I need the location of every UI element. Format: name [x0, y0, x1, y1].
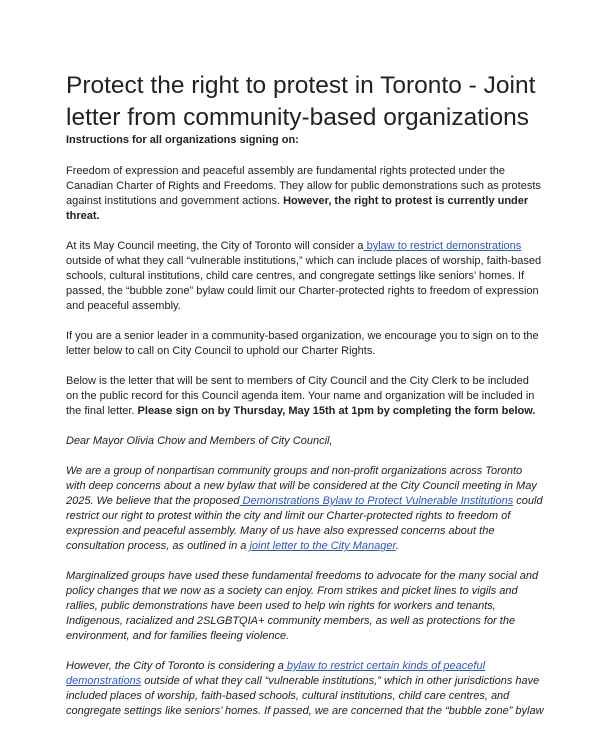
- demonstrations-bylaw-link[interactable]: Demonstrations Bylaw to Protect Vulnerable Institutions: [239, 495, 514, 507]
- intro-paragraph: [66, 164, 544, 224]
- below-paragraph: [66, 374, 544, 419]
- letter-paragraph-2: Marginalized groups have used these fundamental freedoms to advocate for the many social and policy changes that we now as a society can enjoy. From strikes and picket lines to vigils and rallies, public demonstrations have been used to help win rights for workers and tenants, Indigenous, racialized and 2SLGBTQIA+ community members, as well as protections for the environment, and for families fleeing violence.: [66, 570, 539, 642]
- instructions-heading: Instructions for all organizations signing on:: [66, 134, 299, 146]
- letter-p1-middle: could restrict our right to protest within the city and limit our Charter-protected rights to freedom of expression and peaceful assembly. Many of us have also expressed concerns about the consultation process, as outlined in a: [66, 495, 543, 552]
- bylaw-restrict-peaceful-demonstrations-link[interactable]: bylaw to restrict certain kinds of peaceful demonstrations: [66, 660, 486, 687]
- bylaw-restrict-demonstrations-link[interactable]: bylaw to restrict demonstrations: [363, 240, 522, 252]
- joint-letter-city-manager-link[interactable]: joint letter to the City Manager: [246, 540, 396, 552]
- letter-salutation: Dear Mayor Olivia Chow and Members of City Council,: [66, 435, 333, 447]
- council-paragraph: [66, 239, 544, 314]
- letter-p1-before: We are a group of nonpartisan community groups and non-profit organizations across Toronto with deep concerns about a new bylaw that will be considered at the City Council meeting in May 2025. We believe that the proposed: [66, 465, 537, 507]
- council-text-before: At its May Council meeting, the City of Toronto will consider a: [66, 240, 364, 252]
- intro-text: Freedom of expression and peaceful assembly are fundamental rights protected under the Canadian Charter of Rights and Freedoms. They allow for public demonstrations such as protests against institutions and government actions.: [66, 165, 541, 207]
- encourage-paragraph: If you are a senior leader in a community-based organization, we encourage you to sign on to the letter below to call on City Council to uphold our Charter Rights.: [66, 330, 539, 357]
- page-title: Protect the right to protest in Toronto - Joint letter from community-based organizations: [66, 72, 536, 131]
- intro-bold-text: However, the right to protest is currently under threat.: [66, 195, 529, 222]
- letter-paragraph-1: [66, 464, 544, 554]
- letter-paragraph-3: [66, 659, 544, 719]
- letter-p3-after: outside of what they call “vulnerable institutions,” which in other jurisdictions have included places of worship, faith-based schools, cultural institutions, child care centres, and congregate settings like seniors’ homes. If passed, we are concerned that the “bubble zone” bylaw: [66, 675, 544, 717]
- sign-on-deadline: Please sign on by Thursday, May 15th at 1pm by completing the form below.: [137, 405, 536, 417]
- letter-p1-after: .: [395, 540, 399, 552]
- letter-p3-before: However, the City of Toronto is considering a: [66, 660, 284, 672]
- document-body: [66, 133, 544, 734]
- council-text-after: outside of what they call “vulnerable institutions,” which can include places of worship, faith-based schools, cultural institutions, child care centres, and congregate settings like seniors’ homes. If passed, the “bubble zone” bylaw could limit our Charter-protected rights to freedom of expression and peaceful assembly.: [66, 255, 542, 312]
- below-text: Below is the letter that will be sent to members of City Council and the City Clerk to be included on the public record for this Council agenda item. Your name and organization will be included in the final letter.: [66, 375, 535, 417]
